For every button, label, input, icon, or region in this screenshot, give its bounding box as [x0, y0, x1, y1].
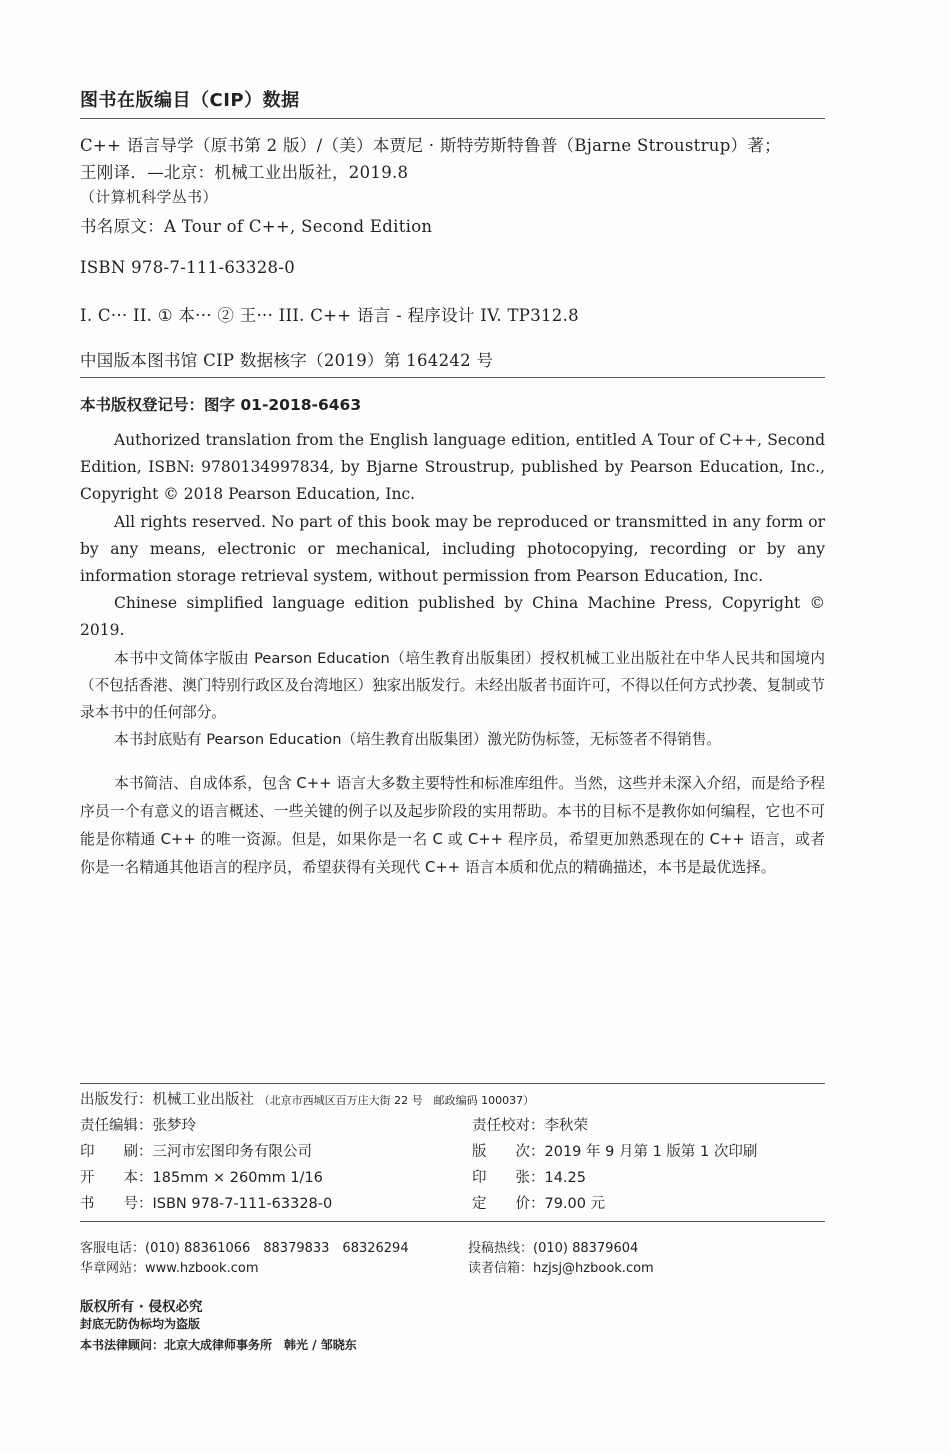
cip-line: 书名原文：A Tour of C++, Second Edition [80, 217, 433, 236]
divider [80, 377, 825, 378]
cip-title: 图书在版编目（CIP）数据 [80, 90, 300, 111]
cip-isbn: ISBN 978-7-111-63328-0 [80, 258, 296, 277]
book-number: 书 号：ISBN 978-7-111-63328-0 [80, 1196, 333, 1212]
proofreader: 责任校对：李秋荣 [472, 1118, 588, 1134]
book-description [80, 770, 825, 882]
printer: 印 刷：三河市宏图印务有限公司 [80, 1144, 312, 1160]
license-text [80, 427, 825, 753]
license-paragraph: Authorized translation from the English language edition, entitled A Tour of C++, Second Edition, ISBN: 9780134997834, by Bjarne Stroustrup, published by Pearson Education, Inc., Copyright © 2018 Pearson Education, Inc. [80, 431, 825, 504]
legal-counsel: 本书法律顾问：北京大成律师事务所 韩光 / 邹晓东 [80, 1338, 357, 1352]
reader-email: 读者信箱：hzjsj@hzbook.com [468, 1261, 654, 1276]
price: 定 价：79.00 元 [472, 1196, 606, 1212]
publisher-name: 出版发行：机械工业出版社 [80, 1092, 254, 1108]
copyright-registration: 本书版权登记号：图字 01-2018-6463 [80, 396, 362, 414]
cip-line: （计算机科学丛书） [80, 188, 218, 206]
divider [80, 1221, 825, 1222]
website: 华章网站：www.hzbook.com [80, 1261, 259, 1276]
license-paragraph: 本书中文简体字版由 Pearson Education（培生教育出版集团）授权机械工业出版社在中华人民共和国境内（不包括香港、澳门特别行政区及台湾地区）独家出版发行。未经出版者书面许可，不得以任何方式抄袭、复制或节录本书中的任何部分。 [80, 649, 825, 722]
divider [80, 1083, 825, 1084]
copyright-page [80, 0, 825, 1454]
cip-line: 王刚译．—北京：机械工业出版社，2019.8 [80, 163, 409, 182]
rights-reserved: 版权所有 · 侵权必究 [80, 1299, 203, 1315]
format: 开 本：185mm × 260mm 1/16 [80, 1170, 323, 1186]
divider [80, 118, 825, 119]
license-paragraph: 本书封底贴有 Pearson Education（培生教育出版集团）激光防伪标签，无标签者不得销售。 [114, 731, 721, 749]
service-phone: 客服电话：(010) 88361066 88379833 68326294 [80, 1241, 409, 1256]
anti-piracy-note: 封底无防伪标均为盗版 [80, 1317, 201, 1331]
edition: 版 次：2019 年 9 月第 1 版第 1 次印刷 [472, 1144, 758, 1160]
publisher [80, 1088, 534, 1109]
cip-record-number: 中国版本图书馆 CIP 数据核字（2019）第 164242 号 [80, 351, 494, 370]
cip-classification: I. C··· II. ① 本··· ② 王··· III. C++ 语言 - 程序设计 IV. TP312.8 [80, 306, 579, 325]
publisher-address: （北京市西城区百万庄大街 22 号 邮政编码 100037） [258, 1094, 535, 1107]
license-paragraph: All rights reserved. No part of this book may be reproduced or transmitted in any form or by any means, electronic or mechanical, including photocopying, recording or by any information storage retrieval system, without permission from Pearson Education, Inc. [80, 512, 825, 586]
responsible-editor: 责任编辑：张梦玲 [80, 1118, 196, 1134]
printed-sheets: 印 张：14.25 [472, 1170, 587, 1186]
cip-line: C++ 语言导学（原书第 2 版）/（美）本贾尼 · 斯特劳斯特鲁普（Bjarne Stroustrup）著； [80, 136, 781, 155]
submission-phone: 投稿热线：(010) 88379604 [468, 1241, 639, 1256]
description-paragraph: 本书简洁、自成体系，包含 C++ 语言大多数主要特性和标准库组件。当然，这些并未深入介绍，而是给予程序员一个有意义的语言概述、一些关键的例子以及起步阶段的实用帮助。本书的目标不是教你如何编程，它也不可能是你精通 C++ 的唯一资源。但是，如果你是一名 C 或 C++ 程序员，希望更加熟悉现在的 C++ 语言，或者你是一名精通其他语言的程序员，希望获得有关现代 C++ 语言本质和优点的精确描述，本书是最优选择。 [80, 775, 825, 876]
license-paragraph: Chinese simplified language edition published by China Machine Press, Copyright © 2019. [80, 594, 825, 640]
